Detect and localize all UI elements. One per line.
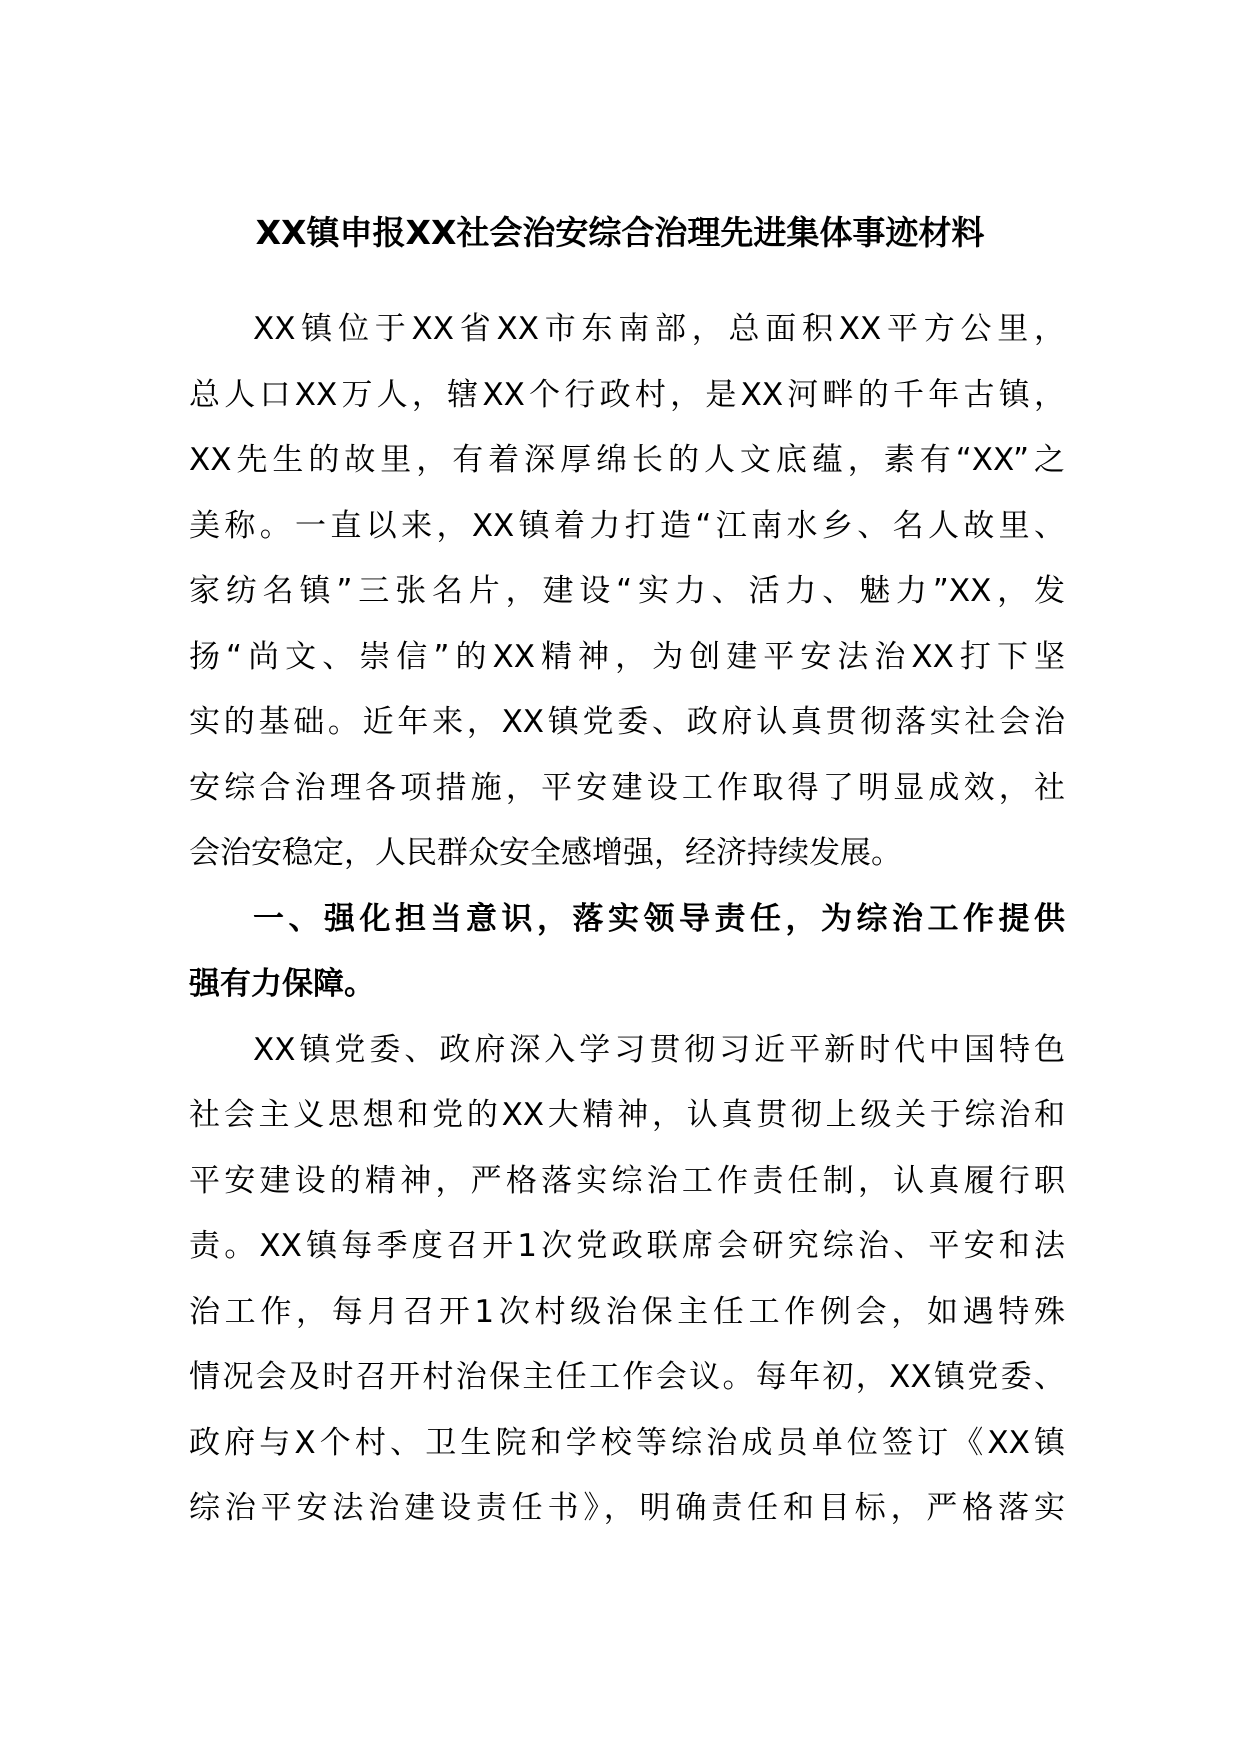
- text-line: 扬“尚文、崇信”的XX精神，为创建平安法治XX打下坚: [189, 638, 1065, 675]
- text-line: XX镇党委、政府深入学习贯彻习近平新时代中国特色: [253, 1031, 1065, 1068]
- text-line: 综治平安法治建设责任书》，明确责任和目标，严格落实: [189, 1490, 1065, 1526]
- section-heading-1: [189, 887, 1065, 1018]
- text-line: 美称。一直以来，XX镇着力打造“江南水乡、名人故里、: [189, 507, 1065, 544]
- text-line: 实的基础。近年来，XX镇党委、政府认真贯彻落实社会治: [189, 704, 1065, 740]
- paragraph-intro: [189, 297, 1065, 887]
- document-title: XX镇申报XX社会治安综合治理先进集体事迹材料: [255, 213, 985, 252]
- paragraph-section-1: [189, 1018, 1065, 1542]
- text-line: 会治安稳定，人民群众安全感增强，经济持续发展。: [189, 835, 902, 871]
- heading-line: 强有力保障。: [189, 966, 375, 1002]
- text-line: 责。XX镇每季度召开1次党政联席会研究综治、平安和法: [189, 1228, 1065, 1264]
- text-line: 平安建设的精神，严格落实综治工作责任制，认真履行职: [189, 1162, 1065, 1199]
- text-line: 政府与X个村、卫生院和学校等综治成员单位签订《XX镇: [189, 1424, 1065, 1461]
- text-line: 安综合治理各项措施，平安建设工作取得了明显成效，社: [189, 769, 1065, 806]
- text-line: 治工作，每月召开1次村级治保主任工作例会，如遇特殊: [189, 1293, 1065, 1330]
- text-line: XX先生的故里，有着深厚绵长的人文底蕴，素有“XX”之: [189, 442, 1065, 478]
- heading-line: 一、强化担当意识，落实领导责任，为综治工作提供: [253, 900, 1065, 937]
- text-line: XX镇位于XX省XX市东南部，总面积XX平方公里，: [253, 311, 1065, 347]
- text-line: 总人口XX万人，辖XX个行政村，是XX河畔的千年古镇，: [189, 376, 1065, 413]
- text-line: 社会主义思想和党的XX大精神，认真贯彻上级关于综治和: [189, 1097, 1065, 1133]
- text-line: 家纺名镇”三张名片，建设“实力、活力、魅力”XX，发: [189, 573, 1065, 609]
- document-body: [189, 297, 1065, 1542]
- text-line: 情况会及时召开村治保主任工作会议。每年初，XX镇党委、: [189, 1359, 1065, 1395]
